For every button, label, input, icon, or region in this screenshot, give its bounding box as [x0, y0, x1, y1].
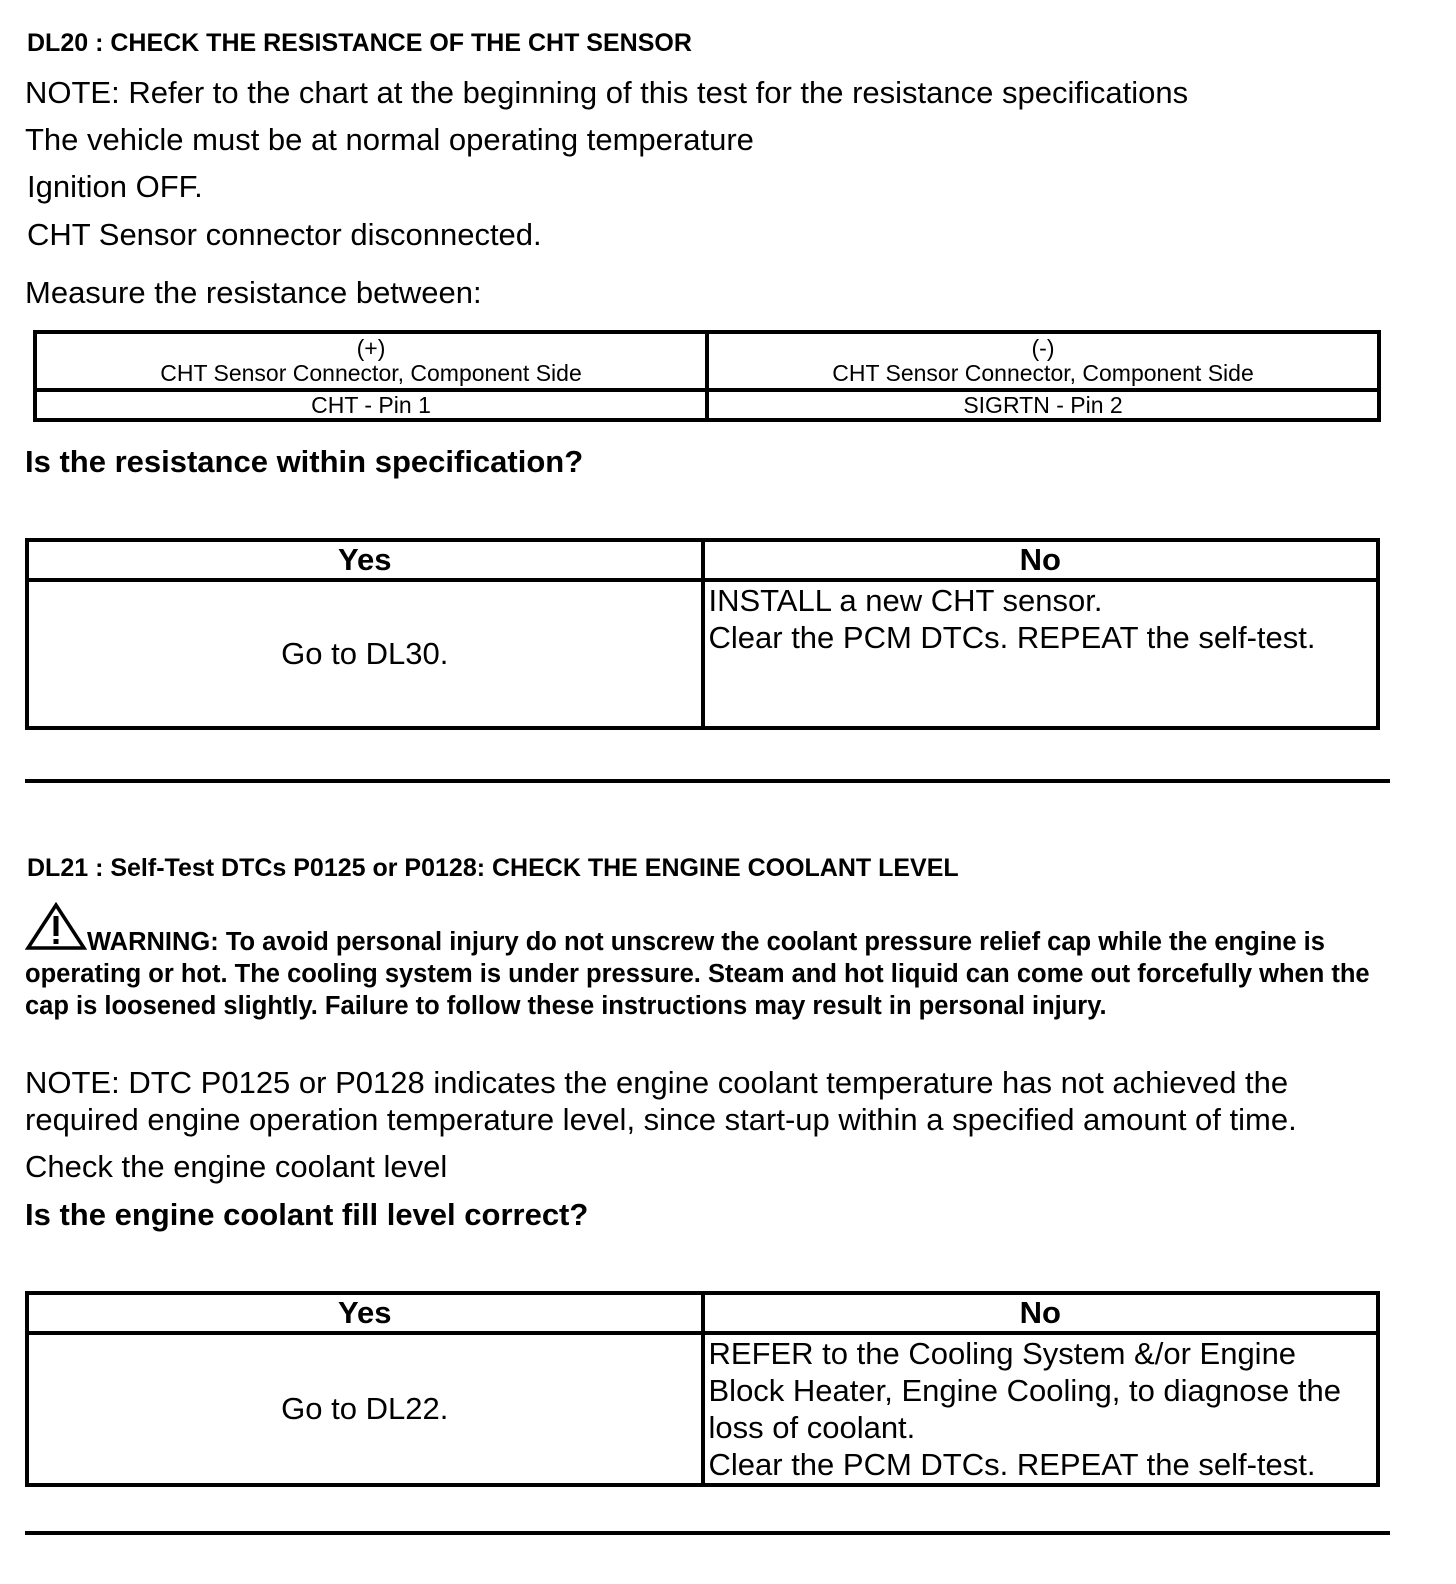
yes-action: Go to DL22.: [27, 1333, 703, 1485]
plus-header: (+) CHT Sensor Connector, Component Side: [35, 332, 707, 390]
dl20-question: Is the resistance within specification?: [25, 444, 584, 479]
minus-pin: SIGRTN - Pin 2: [707, 390, 1379, 420]
plus-pin: CHT - Pin 1: [35, 390, 707, 420]
no-action: INSTALL a new CHT sensor. Clear the PCM DTCs. REPEAT the self-test.: [703, 580, 1379, 728]
dl21-answer-table: [25, 1291, 1380, 1487]
dl20-line: CHT Sensor connector disconnected.: [27, 217, 542, 252]
dl20-line: Ignition OFF.: [27, 169, 203, 204]
warning-triangle-icon: [25, 902, 87, 952]
pin-table: [33, 330, 1381, 422]
dl21-title: DL21 : Self-Test DTCs P0125 or P0128: CHECK THE ENGINE COOLANT LEVEL: [27, 854, 959, 882]
no-header: No: [703, 1293, 1379, 1333]
yes-action: Go to DL30.: [27, 580, 703, 728]
dl20-line: The vehicle must be at normal operating temperature: [25, 122, 754, 157]
dl20-measure: Measure the resistance between:: [25, 275, 482, 310]
warning-block: [25, 902, 1395, 1022]
dl21-note: required engine operation temperature level, since start-up within a specified amount of time.: [25, 1102, 1297, 1137]
divider: [25, 779, 1390, 783]
dl20-note: NOTE: Refer to the chart at the beginning of this test for the resistance specifications: [25, 75, 1189, 110]
no-action: REFER to the Cooling System &/or Engine Block Heater, Engine Cooling, to diagnose the loss of coolant. Clear the PCM DTCs. REPEAT the self-test.: [703, 1333, 1379, 1485]
dl21-question: Is the engine coolant fill level correct?: [25, 1197, 589, 1232]
divider: [25, 1531, 1390, 1535]
dl21-note: NOTE: DTC P0125 or P0128 indicates the engine coolant temperature has not achieved the: [25, 1065, 1289, 1100]
warning-text: WARNING: To avoid personal injury do not unscrew the coolant pressure relief cap while the engine is operating or hot. The cooling system is under pressure. Steam and hot liquid can come out forcefully when the cap is loosened slightly. Failure to follow these instructions may result in personal injury.: [25, 928, 1370, 1020]
dl20-title: DL20 : CHECK THE RESISTANCE OF THE CHT SENSOR: [27, 29, 692, 57]
yes-header: Yes: [27, 1293, 703, 1333]
no-header: No: [703, 540, 1379, 580]
dl21-check: Check the engine coolant level: [25, 1149, 448, 1184]
minus-header: (-) CHT Sensor Connector, Component Side: [707, 332, 1379, 390]
yes-header: Yes: [27, 540, 703, 580]
dl20-answer-table: [25, 538, 1380, 730]
